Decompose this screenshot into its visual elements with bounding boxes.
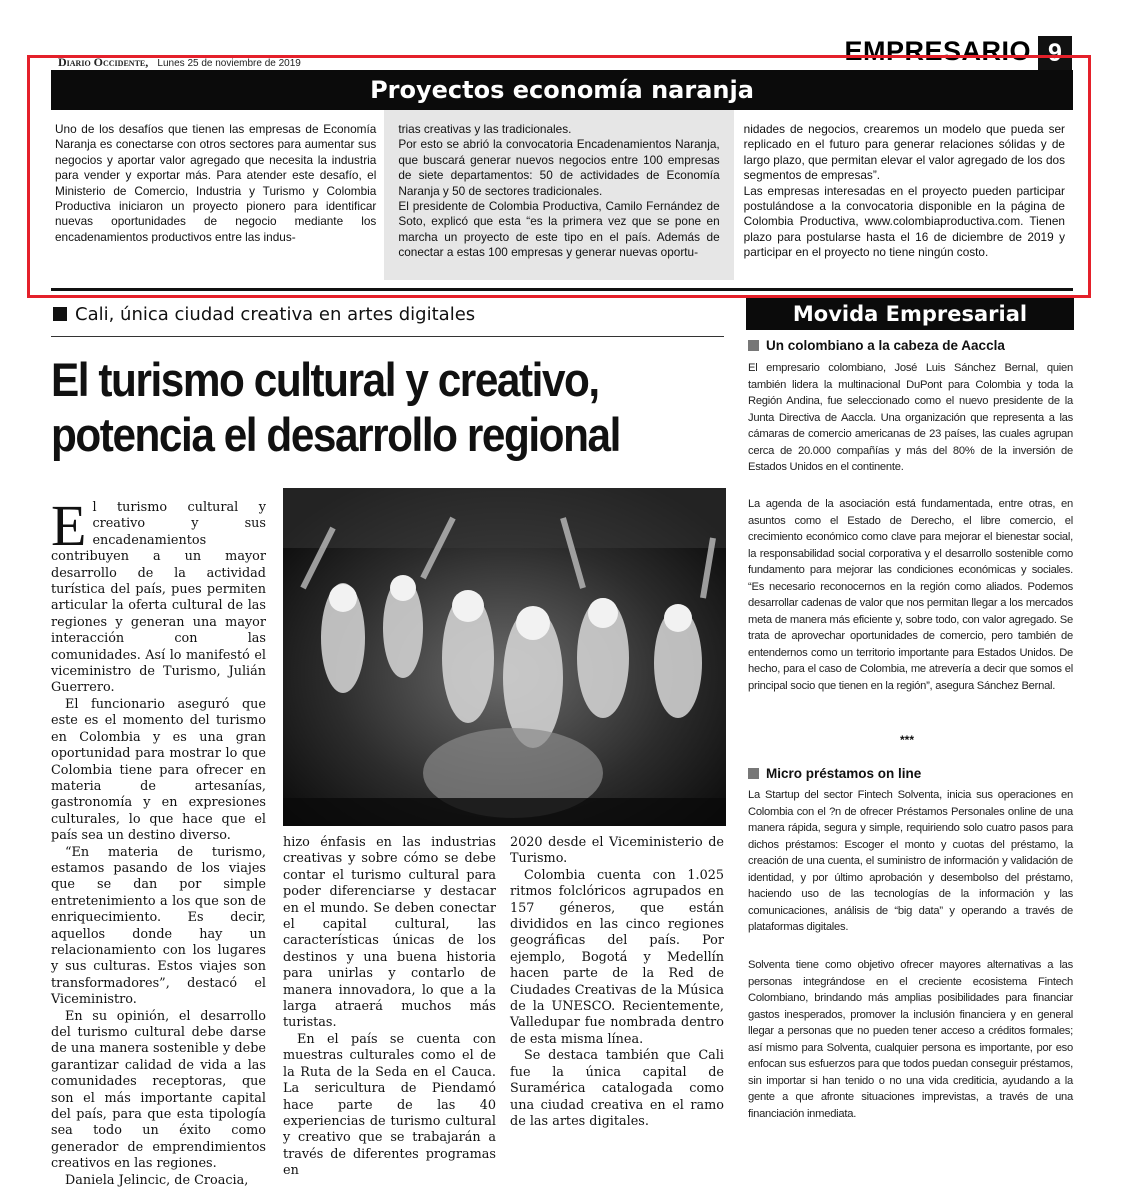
kicker-divider bbox=[51, 336, 724, 337]
top-article-paragraph: trias creativas y las tradicionales. bbox=[398, 122, 572, 136]
article-kicker bbox=[53, 304, 475, 325]
dancers-photo-illustration bbox=[283, 488, 726, 826]
article-paragraph: En su opinión, el desarrollo del turismo cultural debe darse de una manera sostenible y debe garantizar calidad de vida a las comunidades receptoras, que son el más importante capital del país, para que esta tipología sea todo un éxito como generador de emprendimientos creativos en las regiones. bbox=[51, 1008, 266, 1172]
page-number: 9 bbox=[1038, 36, 1072, 70]
article-paragraph: hizo énfasis en las industrias creativas y sobre cómo se debe contar el turismo cultural para poder diferenciarse y destacar en el mundo. Se deben conectar el capital cultural, las características únicas de los destinos y una buena historia para unirlas y contarlo de manera innovadora, lo que a la larga atraerá muchos más turistas. bbox=[283, 835, 496, 1031]
section-divider bbox=[51, 288, 1073, 291]
article-photo bbox=[283, 488, 726, 826]
rail-paragraph: La agenda de la asociación está fundamentada, entre otras, en asuntos como el Estado de Derecho, el libre comercio, el crecimiento económico como clave para mejorar el bienestar social, la responsabilidad social corporativa y el desarrollo sostenible como fundamento para mejorar las condiciones económicas y sociales. “Es necesario reconocernos en la región como aliados. Podemos desarrollar cadenas de valor que nos permitan llegar a los mercados meta de manera más eficiente y, sobre todo, con valor agregado. Se trata de aprovechar oportunidades de comercio, pero también de entendernos como un territorio importante para Estados Unidos. De hecho, para el caso de Colombia, me atrevería a decir que somos el principal socio que tienen en la región”, asegura Sánchez Bernal. bbox=[748, 498, 1073, 692]
rail-item-title: Micro préstamos on line bbox=[748, 766, 921, 781]
article-paragraph: El turismo cultural y creativo y sus encadenamientos contribuyen a un mayor desarrollo de la actividad turística del país, pues permiten articular la oferta cultural de las regiones y generan una mayor interacción con las comunidades. Así lo manifestó el viceministro de Turismo, Julián Guerrero. bbox=[51, 493, 266, 696]
article-paragraph: “En materia de turismo, estamos pasando de los viajes que se dan por simple entretenimiento a los que son de enriquecimiento. Es decir, aquellos donde hay un relacionamiento con los lugares y sus culturas. Estos viajes son transformadores”, destacó el Viceministro. bbox=[51, 844, 266, 1008]
square-bullet-icon bbox=[53, 307, 67, 321]
top-article-paragraph: Por esto se abrió la convocatoria Encadenamientos Naranja, que buscará generar nuevos negocios entre 100 empresas de siete departamentos: 50 de actividades de Economía Naranja y 50 de sectores tradicionales. bbox=[398, 137, 720, 198]
section-name: EMPRESARIO bbox=[844, 36, 1031, 66]
article-paragraph: En el país se cuenta con muestras culturales como el de la Ruta de la Seda en el Cauca. La sericultura de Piendamó hace parte de las 40 experiencias de turismo cultural y creativo que se trabajarán a través de diferentes programas en bbox=[283, 1031, 496, 1179]
top-article bbox=[51, 70, 1073, 290]
top-article-paragraph: El presidente de Colombia Productiva, Camilo Fernández de Soto, explicó que esta “es la primera vez que se pone en marcha un proyecto de este tipo en el país. Además de conectar a estas 100 empresas y generar nuevas oportu- bbox=[398, 199, 720, 260]
rail-paragraph: La Startup del sector Fintech Solventa, inicia sus operaciones en Colombia con el ?n de ofrecer Préstamos Personales online de una manera rápida, segura y simple, requiriendo solo cuatro pasos para dichos préstamos: Escoger el monto y cuotas del préstamo, la creación de una cuenta, el suministro de información y validación de identidad, y por último aprobación y desembolso del préstamo, haciendo uso de las tecnologías de la información y las comunicaciones, análisis de “big data” y operando a través de plataformas digitales. bbox=[748, 789, 1073, 933]
top-article-column-1 bbox=[51, 110, 384, 280]
rail-item-body bbox=[748, 360, 1073, 476]
top-article-paragraph: nidades de negocios, crearemos un modelo que pueda ser replicado en el futuro para generar relaciones sólidas y de largo plazo, que permitan elevar el valor agregado de los dos segmentos de empresas”. bbox=[743, 122, 1065, 183]
article-paragraph: El funcionario aseguró que este es el momento del turismo en Colombia y es una gran oportunidad para mostrar lo que Colombia tiene para ofrecer en materia de artesanías, gastronomía y en expresiones culturales, lo que hace que el país sea un destino diverso. bbox=[51, 696, 266, 844]
rail-item-title: Un colombiano a la cabeza de Aaccla bbox=[748, 338, 1005, 353]
rail-separator: *** bbox=[900, 733, 915, 747]
rail-item-body bbox=[748, 787, 1073, 936]
drop-cap: E bbox=[51, 493, 87, 558]
rail-item-body bbox=[748, 957, 1073, 1122]
kicker-text: Cali, única ciudad creativa en artes digitales bbox=[75, 304, 476, 325]
rail-paragraph: El empresario colombiano, José Luis Sánchez Bernal, quien también lidera la multinacional DuPont para Colombia y toda la Región Andina, fue seleccionado como el nuevo presidente de la Junta Directiva de Aaccla. Una organización que representa a las cámaras de comercio americanas de 23 países, las cuales agrupan cerca de 20.000 compañías y más del 80% de la inversión de Estados Unidos en el continente. bbox=[748, 362, 1073, 473]
top-article-column-2 bbox=[384, 110, 733, 280]
article-paragraph: Se destaca también que Cali fue la única capital de Suramérica catalogada como una ciudad creativa en el ramo de las artes digitales. bbox=[510, 1048, 724, 1129]
rail-item-body bbox=[748, 496, 1073, 694]
headline-line: potencia el desarrollo regional bbox=[51, 408, 620, 461]
masthead-dateline bbox=[58, 55, 301, 70]
square-bullet-icon bbox=[748, 340, 759, 351]
publication-date: Lunes 25 de noviembre de 2019 bbox=[157, 58, 301, 69]
rail-title: Movida Empresarial bbox=[746, 298, 1074, 330]
article-paragraph: Daniela Jelincic, de Croacia, bbox=[65, 1172, 249, 1188]
article-column-1 bbox=[51, 493, 266, 1189]
square-bullet-icon bbox=[748, 768, 759, 779]
headline-line: El turismo cultural y creativo, bbox=[51, 353, 599, 406]
top-article-paragraph: Uno de los desafíos que tienen las empresas de Economía Naranja es conectarse con otros sectores para aumentar sus negocios y aportar valor agregado que necesita la industria para vender y exportar más. Para atender este desafío, el Ministerio de Comercio, Industria y Turismo y Colombia Productiva iniciaron un proyecto pionero para identificar nuevas oportunidades de negocio mediante los encadenamientos productivos entre las indus- bbox=[55, 122, 377, 244]
newspaper-name: Diario Occidente, bbox=[58, 55, 149, 69]
top-article-paragraph: Las empresas interesadas en el proyecto pueden participar postulándose a la convocatoria disponible en la página de Colombia Productiva, www.colombiaproductiva.com. Tienen plazo para postularse hasta el 16 de diciembre de 2019 y participar en el proyecto no tiene ningún costo. bbox=[743, 183, 1065, 260]
article-column-2 bbox=[283, 835, 496, 1180]
article-column-3 bbox=[510, 835, 724, 1130]
article-headline bbox=[51, 352, 663, 462]
rail-paragraph: Solventa tiene como objetivo ofrecer mayores alternativas a las personas integrándose en el creciente ecosistema Fintech Colombiano, brindando más amplias posibilidades para financiar gastos inesperados, promover la inclusión financiera y en general llegar a personas que no pueden tener acceso a créditos formales; así mismo para Solventa, cualquier persona es importante, por eso enfocan sus esfuerzos para que todos puedan conseguir préstamos, sin importar si han tenido o no una vida crediticia, ayudando a la gente a que afronte situaciones imprevistas, a través de una financiación inmediata. bbox=[748, 959, 1073, 1120]
article-paragraph: Colombia cuenta con 1.025 ritmos folclóricos agrupados en 157 géneros, que están divididos en las cinco regiones geográficas del país. Por ejemplo, Bogotá y Medellín hacen parte de la Red de Ciudades Creativas de la Música de la UNESCO. Recientemente, Valledupar fue nombrada dentro de esta misma línea. bbox=[510, 867, 724, 1047]
top-article-title: Proyectos economía naranja bbox=[51, 70, 1073, 110]
top-article-columns bbox=[51, 110, 1073, 280]
top-article-column-3 bbox=[734, 110, 1073, 280]
article-paragraph: 2020 desde el Viceministerio de Turismo. bbox=[510, 835, 724, 867]
